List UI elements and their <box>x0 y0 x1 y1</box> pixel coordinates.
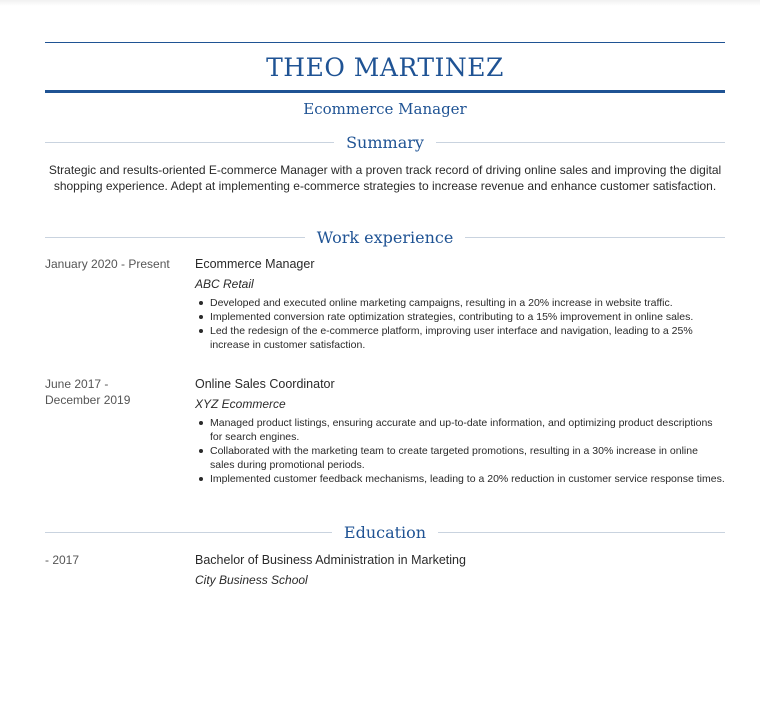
work-entry-company: XYZ Ecommerce <box>195 397 286 411</box>
summary-heading-label: Summary <box>346 132 424 152</box>
divider-line <box>436 142 725 143</box>
work-entry-role: Ecommerce Manager <box>195 257 315 271</box>
header-top-rule <box>45 42 725 43</box>
education-entry-school: City Business School <box>195 573 308 587</box>
summary-text: Strategic and results-oriented E-commerce Manager with a proven track record of driving online sales and improving the digital shopping experience. Adept at implementing e-commerce strategies to increase revenue and enhance customer satisfaction. <box>48 163 722 193</box>
education-entry-date: - 2017 <box>45 553 80 567</box>
header-bottom-rule <box>45 90 725 93</box>
bullet-item: Implemented conversion rate optimization strategies, contributing to a 15% improvement in online sales. <box>210 310 725 324</box>
bullet-item: Led the redesign of the e-commerce platform, improving user interface and navigation, leading to a 25% increase in customer satisfaction. <box>210 324 725 352</box>
summary-heading <box>45 131 725 153</box>
divider-line <box>438 532 725 533</box>
candidate-title: Ecommerce Manager <box>303 100 467 118</box>
divider-line <box>465 237 725 238</box>
work-entry-bullets <box>195 416 725 486</box>
work-entry-company: ABC Retail <box>195 277 254 291</box>
work-entry-bullets <box>195 296 725 352</box>
education-heading-label: Education <box>343 522 427 542</box>
candidate-name: THEO MARTINEZ <box>266 53 504 82</box>
education-heading <box>45 521 725 543</box>
top-shade <box>0 0 760 6</box>
divider-line <box>45 532 332 533</box>
work-entry-role: Online Sales Coordinator <box>195 377 335 391</box>
bullet-item: Managed product listings, ensuring accurate and up-to-date information, and optimizing product descriptions for search engines. <box>210 416 725 444</box>
work-experience-heading <box>45 226 725 248</box>
work-entry-content <box>195 256 725 352</box>
work-experience-heading-label: Work experience <box>316 227 454 247</box>
work-entry-content <box>195 376 725 486</box>
bullet-item: Developed and executed online marketing campaigns, resulting in a 20% increase in website traffic. <box>210 296 725 310</box>
work-entry-date: January 2020 - Present <box>45 257 170 271</box>
education-entry-degree: Bachelor of Business Administration in Marketing <box>195 553 466 567</box>
education-entry-content <box>195 552 725 592</box>
bullet-item: Implemented customer feedback mechanisms, leading to a 20% reduction in customer service response times. <box>210 473 725 485</box>
bullet-item: Collaborated with the marketing team to create targeted promotions, resulting in a 30% increase in online sales during promotional periods. <box>210 444 725 472</box>
divider-line <box>45 237 305 238</box>
work-entry-date: June 2017 - December 2019 <box>45 377 131 407</box>
divider-line <box>45 142 334 143</box>
